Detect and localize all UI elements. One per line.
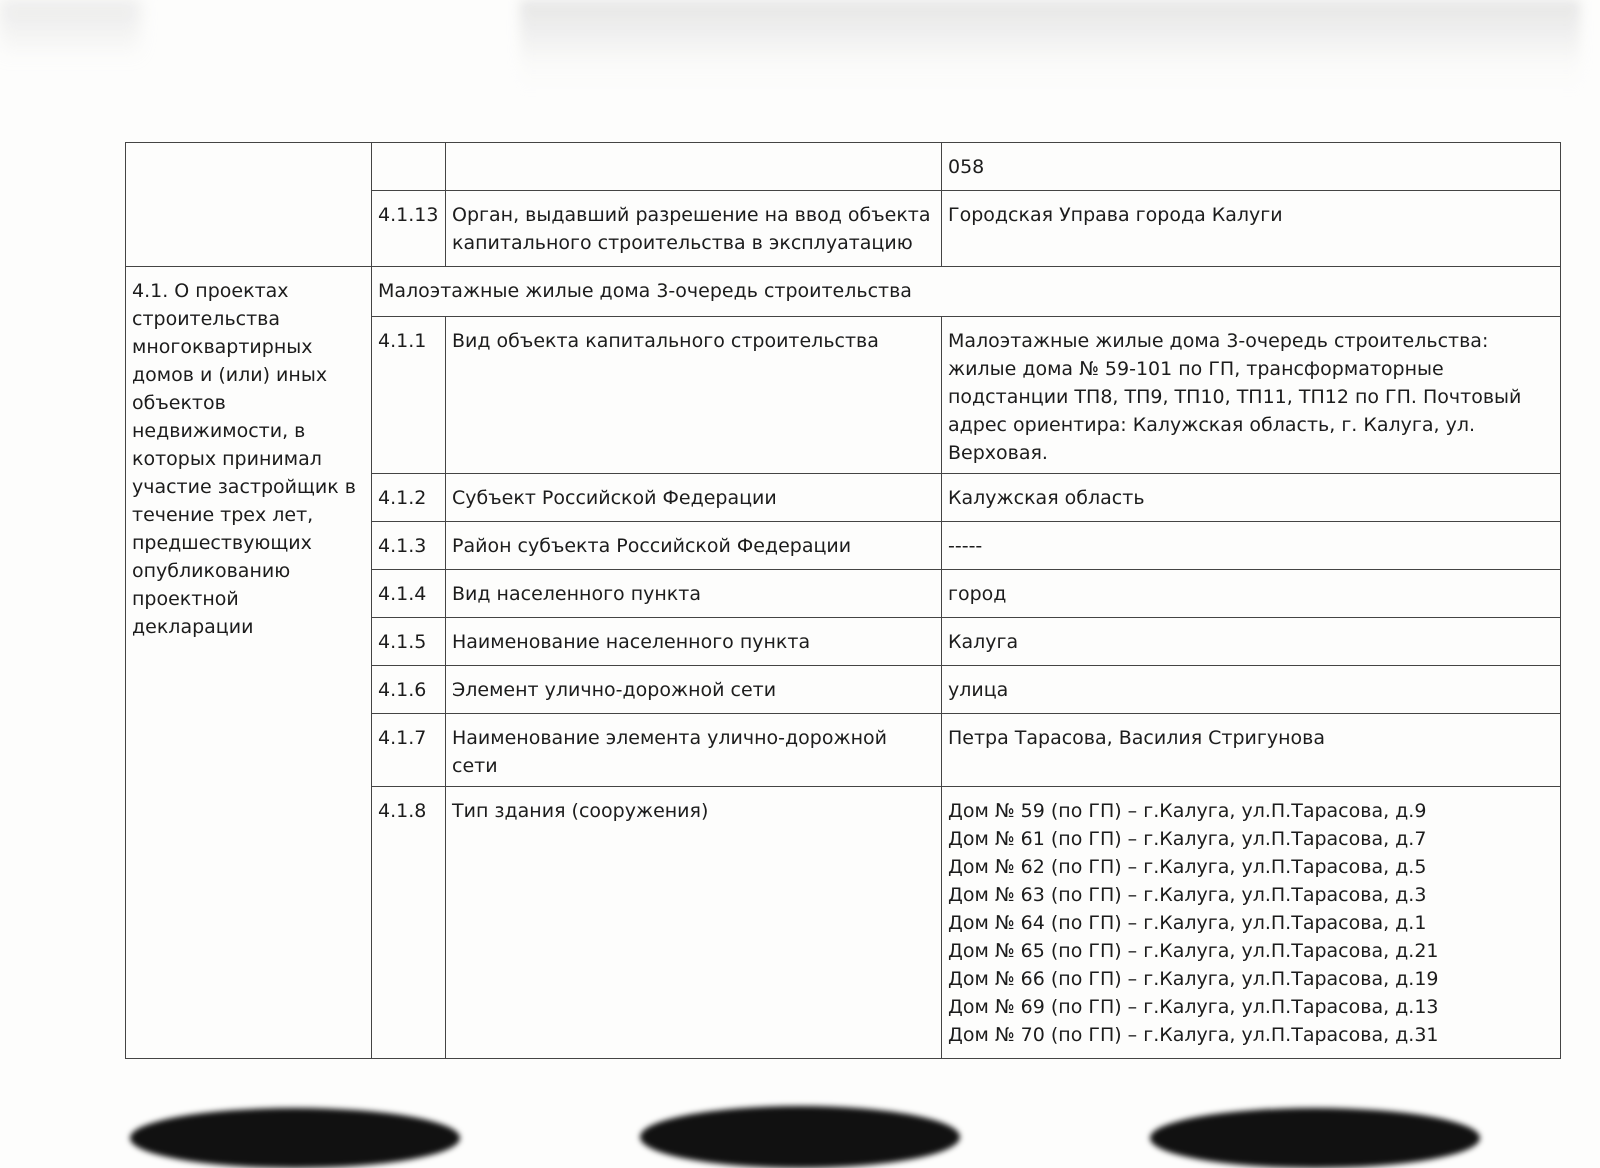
group-heading: Малоэтажные жилые дома 3-очередь строительства — [372, 267, 1561, 317]
row-number: 4.1.7 — [372, 714, 446, 787]
row-value: Петра Тарасова, Василия Стригунова — [942, 714, 1561, 787]
row-value: ----- — [942, 522, 1561, 570]
row-label: Наименование населенного пункта — [446, 618, 942, 666]
row-label: Район субъекта Российской Федерации — [446, 522, 942, 570]
building-address: Дом № 61 (по ГП) – г.Калуга, ул.П.Тарасова, д.7 — [948, 828, 1427, 850]
scan-shadow — [0, 0, 140, 60]
row-value: город — [942, 570, 1561, 618]
row-label: Вид объекта капитального строительства — [446, 317, 942, 474]
building-address: Дом № 69 (по ГП) – г.Калуга, ул.П.Тарасова, д.13 — [948, 996, 1439, 1018]
row-value: Городская Управа города Калуги — [942, 191, 1561, 267]
table-row — [126, 267, 1561, 317]
building-address: Дом № 59 (по ГП) – г.Калуга, ул.П.Тарасова, д.9 — [948, 800, 1427, 822]
declaration-table-container — [125, 142, 1560, 1059]
table-row — [126, 143, 1561, 191]
building-address: Дом № 70 (по ГП) – г.Калуга, ул.П.Тарасова, д.31 — [948, 1024, 1439, 1046]
section-title: 4.1. О проектах строительства многоквартирных домов и (или) иных объектов недвижимости, в которых принимал участие застройщик в течение трех лет, предшествующих опубликованию проектной декларации — [126, 267, 372, 1059]
row-number: 4.1.5 — [372, 618, 446, 666]
row-label: Тип здания (сооружения) — [446, 787, 942, 1059]
building-address: Дом № 65 (по ГП) – г.Калуга, ул.П.Тарасова, д.21 — [948, 940, 1439, 962]
scan-artifact — [130, 1108, 460, 1168]
building-address-list — [942, 787, 1561, 1059]
building-address: Дом № 64 (по ГП) – г.Калуга, ул.П.Тарасова, д.1 — [948, 912, 1427, 934]
building-address: Дом № 62 (по ГП) – г.Калуга, ул.П.Тарасова, д.5 — [948, 856, 1427, 878]
row-number: 4.1.8 — [372, 787, 446, 1059]
row-value: Калужская область — [942, 474, 1561, 522]
row-number: 4.1.6 — [372, 666, 446, 714]
row-number: 4.1.2 — [372, 474, 446, 522]
row-number: 4.1.4 — [372, 570, 446, 618]
row-label: Элемент улично-дорожной сети — [446, 666, 942, 714]
row-number: 4.1.13 — [372, 191, 446, 267]
row-number — [372, 143, 446, 191]
row-number: 4.1.3 — [372, 522, 446, 570]
declaration-table — [125, 142, 1561, 1059]
scan-artifact — [1150, 1108, 1480, 1168]
row-label: Вид населенного пункта — [446, 570, 942, 618]
row-label: Субъект Российской Федерации — [446, 474, 942, 522]
row-value: улица — [942, 666, 1561, 714]
row-value: Малоэтажные жилые дома 3-очередь строительства: жилые дома № 59-101 по ГП, трансформаторные подстанции ТП8, ТП9, ТП10, ТП11, ТП12 по ГП. Почтовый адрес ориентира: Калужская область, г. Калуга, ул. Верховая. — [942, 317, 1561, 474]
row-label: Наименование элемента улично-дорожной сети — [446, 714, 942, 787]
row-value: Калуга — [942, 618, 1561, 666]
row-number: 4.1.1 — [372, 317, 446, 474]
row-label — [446, 143, 942, 191]
scan-shadow — [520, 0, 1580, 90]
building-address: Дом № 63 (по ГП) – г.Калуга, ул.П.Тарасова, д.3 — [948, 884, 1427, 906]
row-value: 058 — [942, 143, 1561, 191]
empty-section-cell — [126, 143, 372, 267]
building-address: Дом № 66 (по ГП) – г.Калуга, ул.П.Тарасова, д.19 — [948, 968, 1439, 990]
row-label: Орган, выдавший разрешение на ввод объекта капитального строительства в эксплуатацию — [446, 191, 942, 267]
scan-artifact — [640, 1106, 960, 1168]
